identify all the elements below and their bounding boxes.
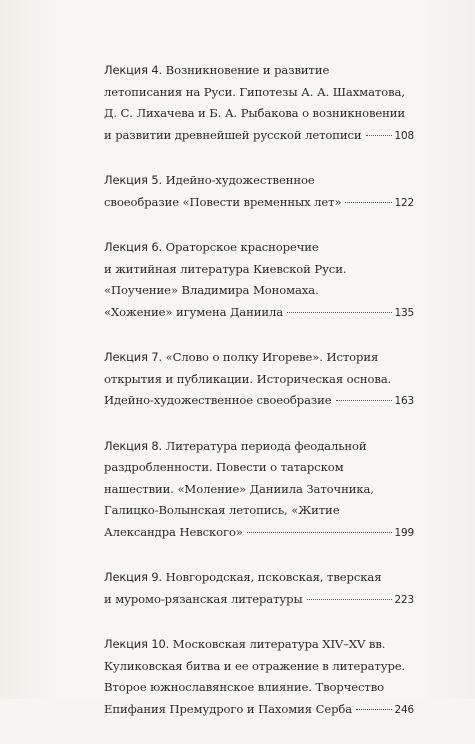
entry-text: Возникновение и развитие — [165, 63, 330, 77]
lecture-label: Лекция 4. — [104, 63, 163, 77]
entry-text-line: «Поучение» Владимира Мономаха. — [104, 283, 319, 297]
toc-entry-last-line — [104, 390, 414, 413]
toc-entry-lecture-8 — [104, 436, 414, 545]
toc-entry-first-line — [104, 634, 414, 656]
toc-entry-lecture-7 — [104, 347, 414, 413]
toc-entry-last-line — [104, 699, 414, 722]
entry-text: «Слово о полку Игореве». История — [165, 350, 379, 364]
toc-entry-lecture-6 — [104, 237, 414, 324]
entry-text-line: нашествии. «Моление» Даниила Заточника, — [104, 481, 374, 496]
toc-entry-last-line — [104, 589, 414, 612]
entry-text: Александра Невского» — [104, 524, 243, 539]
page-number: 199 — [394, 526, 414, 539]
entry-text-line: Куликовская битва и ее отражение в литературе. — [104, 658, 406, 673]
page-number: 163 — [394, 395, 414, 407]
toc-entry-first-line — [104, 170, 414, 192]
toc-entry-last-line — [104, 522, 414, 545]
page-number: 135 — [394, 306, 414, 319]
dot-leader — [336, 400, 392, 401]
lecture-label: Лекция 9. — [104, 570, 163, 584]
toc-entry-first-line — [104, 237, 414, 259]
entry-text: и муромо-рязанская литературы — [104, 591, 303, 606]
page-number: 108 — [394, 129, 414, 142]
entry-text: Ораторское красноречие — [165, 240, 319, 254]
table-of-contents — [104, 60, 414, 744]
lecture-label: Лекция 8. — [104, 438, 163, 453]
toc-entry-lecture-10 — [104, 634, 414, 721]
dot-leader — [307, 599, 392, 600]
entry-text-line: и житийная литература Киевской Руси. — [104, 261, 347, 276]
dot-leader — [356, 709, 391, 710]
entry-text: своеобразие «Повести временных лет» — [104, 194, 342, 209]
toc-entry-last-line — [104, 192, 414, 215]
toc-entry-first-line — [104, 347, 414, 369]
entry-text-line: Второе южнославянское влияние. Творчество — [104, 680, 385, 694]
entry-text-line: раздробленности. Повести о татарском — [104, 460, 344, 474]
dot-leader — [366, 135, 392, 136]
entry-text: Литература периода феодальной — [165, 438, 367, 453]
toc-entry-lecture-5 — [104, 170, 414, 214]
entry-text: Идейно-художественное своеобразие — [104, 393, 332, 407]
dot-leader — [287, 312, 391, 313]
toc-entry-last-line — [104, 302, 414, 325]
lecture-label: Лекция 7. — [104, 350, 163, 364]
entry-text: и развитии древнейшей русской летописи — [104, 127, 362, 142]
toc-entry-first-line — [104, 436, 414, 458]
toc-entry-first-line — [104, 567, 414, 589]
toc-entry-lecture-9 — [104, 567, 414, 611]
lecture-label: Лекция 10. — [104, 637, 170, 651]
toc-entry-last-line — [104, 125, 414, 148]
page-number: 122 — [394, 196, 414, 209]
entry-text-line: летописания на Руси. Гипотезы А. А. Шахматова, — [104, 84, 405, 99]
entry-text: Идейно-художественное — [165, 173, 315, 187]
toc-entry-first-line — [104, 60, 414, 82]
page-number: 223 — [394, 593, 414, 606]
dot-leader — [247, 532, 392, 533]
entry-text: Новгородская, псковская, тверская — [165, 570, 382, 584]
entry-text: Епифания Премудрого и Пахомия Серба — [104, 701, 353, 716]
lecture-label: Лекция 5. — [104, 173, 163, 187]
page-number: 246 — [394, 703, 414, 716]
entry-text: «Хожение» игумена Даниила — [104, 304, 284, 319]
toc-entry-lecture-4 — [104, 60, 414, 147]
entry-text-line: Галицко-Волынская летопись, «Житие — [104, 503, 340, 517]
entry-text: Московская литература XIV–XV вв. — [172, 637, 386, 651]
lecture-label: Лекция 6. — [104, 240, 163, 254]
entry-text-line: открытия и публикации. Историческая основа. — [104, 371, 392, 386]
entry-text-line: Д. С. Лихачева и Б. А. Рыбакова о возникновении — [104, 106, 406, 120]
dot-leader — [345, 202, 391, 203]
